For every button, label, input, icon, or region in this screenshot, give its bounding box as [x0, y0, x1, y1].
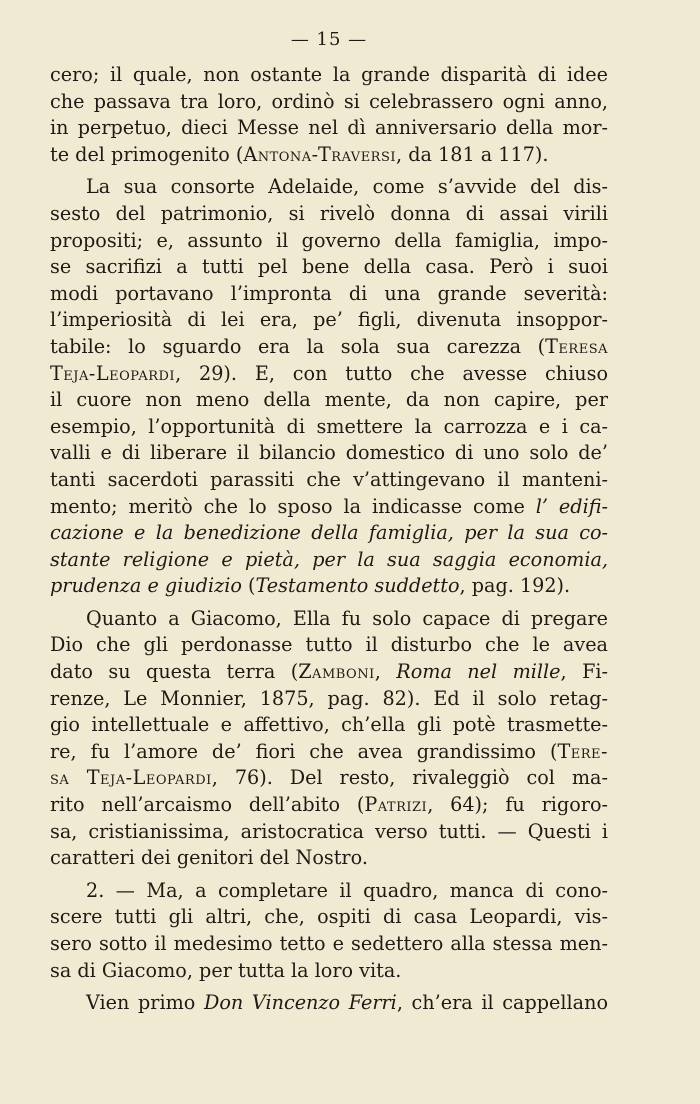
small-caps-name: Teja-Leopardi	[50, 361, 176, 385]
text-line	[50, 62, 608, 89]
small-caps-name: Zamboni	[298, 660, 375, 684]
text-line	[50, 659, 608, 686]
text-segment: tabile: lo sguardo era la sola sua carezza (	[50, 334, 546, 358]
text-segment: propositi; e, assunto il governo della famiglia, impo-	[50, 228, 608, 252]
text-line	[50, 361, 608, 388]
text-line	[50, 632, 608, 659]
text-segment: valli e di liberare il bilancio domestico di uno solo de’	[50, 441, 608, 465]
text-segment: , 29). E, con tutto che avesse chiuso	[175, 361, 608, 385]
text-segment: , ch’era il cappellano	[396, 991, 608, 1015]
text-segment: ,	[374, 660, 397, 684]
italic-text: Roma nel mille	[396, 660, 561, 684]
text-segment: se sacrifizi a tutti pel bene della casa. Però i suoi	[50, 255, 608, 279]
text-line	[50, 89, 608, 116]
text-line	[50, 254, 608, 281]
text-segment: che passava tra loro, ordinò si celebrassero ogni anno,	[50, 89, 608, 113]
text-segment: il cuore non meno della mente, da non capire, per	[50, 388, 608, 412]
text-line	[50, 334, 608, 361]
text-segment: sa, cristianissima, aristocratica verso tutti. — Questi i	[50, 819, 608, 843]
body-text	[50, 62, 608, 1017]
text-segment: scere tutti gli altri, che, ospiti di casa Leopardi, vis-	[50, 905, 608, 929]
text-line	[50, 440, 608, 467]
text-line	[50, 115, 608, 142]
text-segment: Dio che gli perdonasse tutto il disturbo che le avea	[50, 633, 608, 657]
text-segment: sa di Giacomo, per tutta la loro vita.	[50, 958, 402, 982]
text-segment: te del primogenito (	[50, 142, 244, 166]
text-line	[50, 281, 608, 308]
text-segment: Quanto a Giacomo, Ella fu solo capace di pregare	[86, 606, 608, 630]
italic-text: stante religione e pietà, per la sua saggia economia,	[50, 547, 608, 571]
text-segment: , Fi-	[560, 660, 608, 684]
text-line	[50, 142, 608, 169]
text-line	[50, 845, 608, 872]
text-segment: Vien primo	[86, 991, 204, 1015]
text-line	[50, 990, 608, 1017]
text-line	[50, 878, 608, 905]
small-caps-name: Antona-Traversi	[243, 142, 397, 166]
text-segment: re, fu l’amore de’ fiori che avea grandissimo (	[50, 739, 558, 763]
text-line	[50, 307, 608, 334]
small-caps-name: Patrizi	[364, 793, 428, 817]
text-segment: cero; il quale, non ostante la grande disparità di idee	[50, 63, 608, 86]
text-segment: , 76). Del resto, rivaleggiò col ma-	[211, 766, 608, 790]
italic-text: Don Vincenzo Ferri	[204, 991, 397, 1015]
text-line	[50, 765, 608, 792]
text-segment: esempio, l’opportunità di smettere la carrozza e i ca-	[50, 414, 608, 438]
text-segment: renze, Le Monnier, 1875, pag. 82). Ed il solo retag-	[50, 686, 608, 710]
text-segment: dato su questa terra (	[50, 660, 299, 684]
small-caps-name: Tere-	[557, 739, 608, 763]
text-line	[50, 606, 608, 633]
text-segment: sesto del patrimonio, si rivelò donna di assai virili	[50, 201, 608, 225]
text-segment: in perpetuo, dieci Messe nel dì anniversario della mor-	[50, 116, 608, 140]
small-caps-name: Teresa	[545, 334, 608, 358]
text-line	[50, 414, 608, 441]
small-caps-name: sa Teja-Leopardi	[50, 766, 212, 790]
text-segment: , pag. 192).	[459, 574, 571, 598]
text-line	[50, 520, 608, 547]
text-line	[50, 547, 608, 574]
page-number: — 15 —	[290, 29, 368, 50]
text-segment: sero sotto il medesimo tetto e sedettero alla stessa men-	[50, 932, 608, 955]
text-line	[50, 467, 608, 494]
text-segment: tanti sacerdoti parassiti che v’attingevano il manteni-	[50, 467, 608, 491]
text-segment: gio intellettuale e affettivo, ch’ella gli potè trasmette-	[50, 713, 608, 737]
text-line	[50, 387, 608, 414]
italic-text: Testamento suddetto	[255, 574, 460, 598]
text-line	[50, 819, 608, 846]
text-segment: , 64); fu rigoro-	[427, 793, 608, 817]
text-line	[50, 904, 608, 931]
text-line	[50, 958, 608, 985]
text-line	[50, 931, 608, 958]
italic-text: cazione e la benedizione della famiglia, per la sua co-	[50, 521, 608, 545]
text-line	[50, 174, 608, 201]
text-segment: La sua consorte Adelaide, come s’avvide del dis-	[86, 175, 608, 199]
text-line	[50, 712, 608, 739]
italic-text: l’ edifi-	[535, 494, 608, 518]
text-segment: caratteri dei genitori del Nostro.	[50, 846, 368, 870]
text-segment: mento; meritò che lo sposo la indicasse come	[50, 494, 536, 518]
text-line	[50, 494, 608, 521]
text-segment: modi portavano l’impronta di una grande severità:	[50, 281, 608, 305]
text-segment: (	[241, 574, 256, 598]
text-segment: l’imperiosità di lei era, pe’ figli, divenuta insoppor-	[50, 308, 608, 332]
text-line	[50, 201, 608, 228]
text-segment: rito nell’arcaismo dell’abito (	[50, 793, 365, 817]
text-line	[50, 792, 608, 819]
text-segment: , da 181 a 117).	[396, 142, 549, 166]
text-line	[50, 739, 608, 766]
text-segment: 2. — Ma, a completare il quadro, manca di cono-	[86, 878, 608, 902]
italic-text: prudenza e giudizio	[50, 574, 242, 598]
text-line	[50, 573, 608, 600]
text-line	[50, 686, 608, 713]
text-line	[50, 228, 608, 255]
